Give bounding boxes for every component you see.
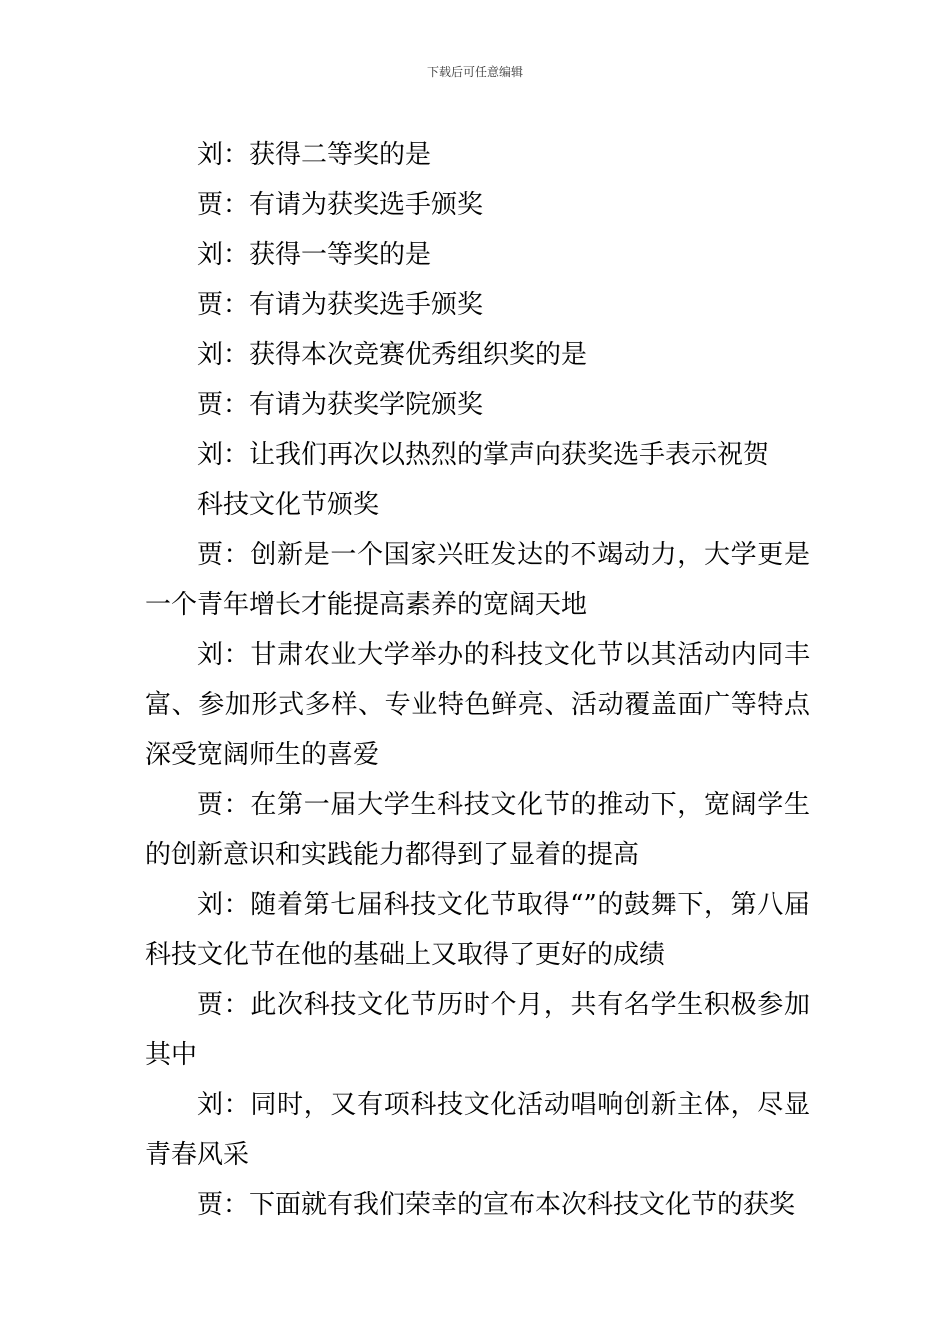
paragraph: 贾：下面就有我们荣幸的宣布本次科技文化节的获奖 [197, 1190, 796, 1220]
paragraph: 贾：在第一届大学生科技文化节的推动下，宽阔学生的创新意识和实践能力都得到了显着的提高 [145, 790, 810, 870]
page-header: 下载后可任意编辑 [426, 65, 523, 79]
paragraph: 刘：让我们再次以热烈的掌声向获奖选手表示祝贺 [197, 440, 770, 470]
paragraph: 贾：有请为获奖选手颁奖 [197, 290, 484, 320]
paragraph: 贾：有请为获奖选手颁奖 [197, 190, 484, 220]
document-body [145, 130, 810, 1230]
paragraph: 刘：获得本次竞赛优秀组织奖的是 [197, 340, 588, 370]
paragraph: 刘：同时，又有项科技文化活动唱响创新主体，尽显青春风采 [145, 1090, 810, 1170]
paragraph: 贾：此次科技文化节历时个月，共有名学生积极参加其中 [145, 990, 810, 1070]
paragraph: 刘：随着第七届科技文化节取得“”的鼓舞下，第八届科技文化节在他的基础上又取得了更好的成绩 [145, 890, 810, 970]
paragraph: 贾：有请为获奖学院颁奖 [197, 390, 484, 420]
paragraph: 刘：获得二等奖的是 [197, 140, 432, 170]
paragraph: 刘：获得一等奖的是 [197, 240, 432, 270]
paragraph: 贾：创新是一个国家兴旺发达的不竭动力，大学更是一个青年增长才能提高素养的宽阔天地 [145, 540, 810, 620]
section-heading: 科技文化节颁奖 [197, 490, 380, 520]
paragraph: 刘：甘肃农业大学举办的科技文化节以其活动内同丰富、参加形式多样、专业特色鲜亮、活动覆盖面广等特点深受宽阔师生的喜爱 [145, 640, 810, 770]
